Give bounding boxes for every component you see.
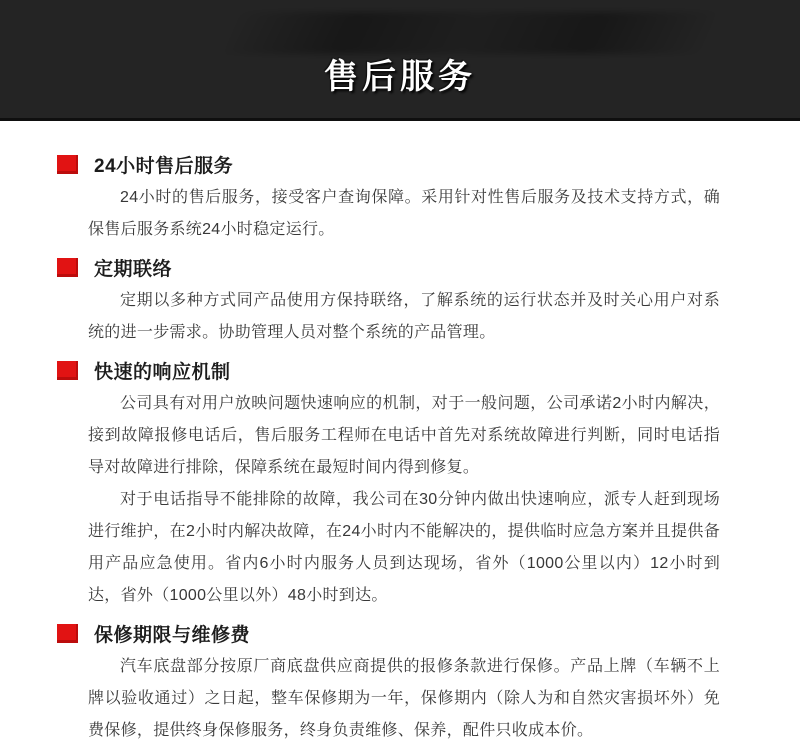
section-heading: 定期联络 [94,258,173,280]
service-section [88,357,720,612]
page-title: 售后服务 [324,57,476,96]
section-heading-row [57,357,720,383]
paragraph: 汽车底盘部分按原厂商底盘供应商提供的报修条款进行保修。产品上牌（车辆不上牌以验收通过）之日起，整车保修期为一年，保修期内（除人为和自然灾害损坏外）免费保修，提供终身保修服务，终身负责维修、保养，配件只收成本价。 [88,658,720,739]
section-heading-row [57,254,720,280]
red-square-bullet-icon [57,258,78,277]
red-square-bullet-icon [57,624,78,643]
page-header [0,0,800,121]
paragraph: 定期以多种方式同产品使用方保持联络，了解系统的运行状态并及时关心用户对系统的进一步需求。协助管理人员对整个系统的产品管理。 [88,292,720,341]
section-heading: 保修期限与维修费 [94,624,251,646]
service-section [88,151,720,246]
red-square-bullet-icon [57,361,78,380]
section-paragraphs [88,182,720,246]
section-heading-row [57,620,720,646]
content-area [0,121,800,747]
section-paragraphs [88,285,720,349]
service-section [88,254,720,349]
paragraph: 24小时的售后服务，接受客户查询保障。采用针对性售后服务及技术支持方式，确保售后服务系统24小时稳定运行。 [88,189,720,238]
section-heading: 24小时售后服务 [94,155,234,177]
service-section [88,620,720,747]
red-square-bullet-icon [57,155,78,174]
section-paragraphs [88,388,720,612]
section-heading: 快速的响应机制 [94,361,231,383]
paragraph: 对于电话指导不能排除的故障，我公司在30分钟内做出快速响应，派专人赶到现场进行维护，在2小时内解决故障，在24小时内不能解决的，提供临时应急方案并且提供备用产品应急使用。省内6小时内服务人员到达现场，省外（1000公里以内）12小时到达，省外（1000公里以外）48小时到达。 [88,491,720,604]
section-paragraphs [88,651,720,747]
section-heading-row [57,151,720,177]
paragraph: 公司具有对用户放映问题快速响应的机制，对于一般问题，公司承诺2小时内解决，接到故障报修电话后，售后服务工程师在电话中首先对系统故障进行判断，同时电话指导对故障进行排除，保障系统在最短时间内得到修复。 [88,395,720,476]
